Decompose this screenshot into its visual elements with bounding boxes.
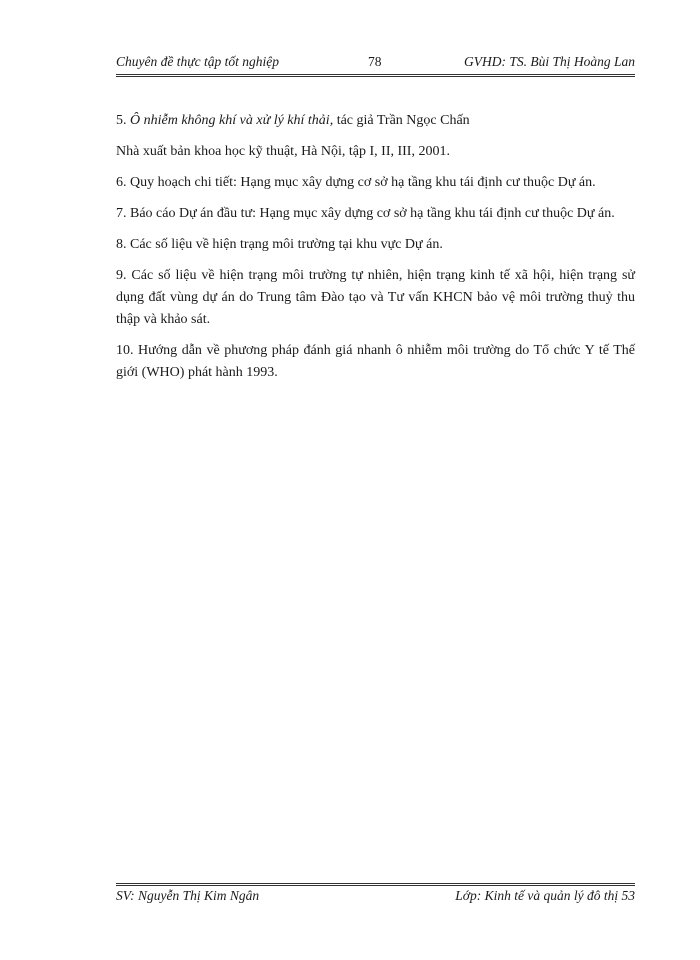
footer-class: Lớp: Kinh tế và quản lý đô thị 53 xyxy=(455,888,635,903)
reference-item-10: 10. Hướng dẫn về phương pháp đánh giá nhanh ô nhiễm môi trường do Tổ chức Y tế Thế giới (WHO) phát hành 1993. xyxy=(116,343,635,380)
page-header xyxy=(116,54,635,74)
reference-number: 5. xyxy=(116,113,130,128)
footer-student: SV: Nguyễn Thị Kim Ngân xyxy=(116,888,260,903)
reference-item-9: 9. Các số liệu về hiện trạng môi trường tự nhiên, hiện trạng kinh tế xã hội, hiện trạng sử dụng đất vùng dự án do Trung tâm Đào tạo và Tư vấn KHCN bảo vệ môi trường thuỷ thu thập và khảo sát. xyxy=(116,268,635,327)
reference-item-8: 8. Các số liệu về hiện trạng môi trường tại khu vực Dự án. xyxy=(116,237,443,252)
header-title: Chuyên đề thực tập tốt nghiệp xyxy=(116,54,279,69)
page-number: 78 xyxy=(368,54,382,69)
reference-item-5 xyxy=(116,110,635,132)
header-supervisor: GVHD: TS. Bùi Thị Hoàng Lan xyxy=(463,54,635,69)
reference-author: tác giả Trần Ngọc Chấn xyxy=(333,113,470,128)
header-divider xyxy=(116,74,635,77)
reference-title: Ô nhiễm không khí và xử lý khí thải, xyxy=(130,113,334,128)
page-footer xyxy=(116,888,635,908)
reference-publisher: Nhà xuất bản khoa học kỹ thuật, Hà Nội, tập I, II, III, 2001. xyxy=(116,144,450,159)
reference-item-6: 6. Quy hoạch chi tiết: Hạng mục xây dựng cơ sở hạ tầng khu tái định cư thuộc Dự án. xyxy=(116,175,596,190)
reference-list xyxy=(116,110,635,393)
reference-item-7: 7. Báo cáo Dự án đầu tư: Hạng mục xây dựng cơ sở hạ tầng khu tái định cư thuộc Dự án. xyxy=(116,206,615,221)
footer-divider xyxy=(116,883,635,886)
